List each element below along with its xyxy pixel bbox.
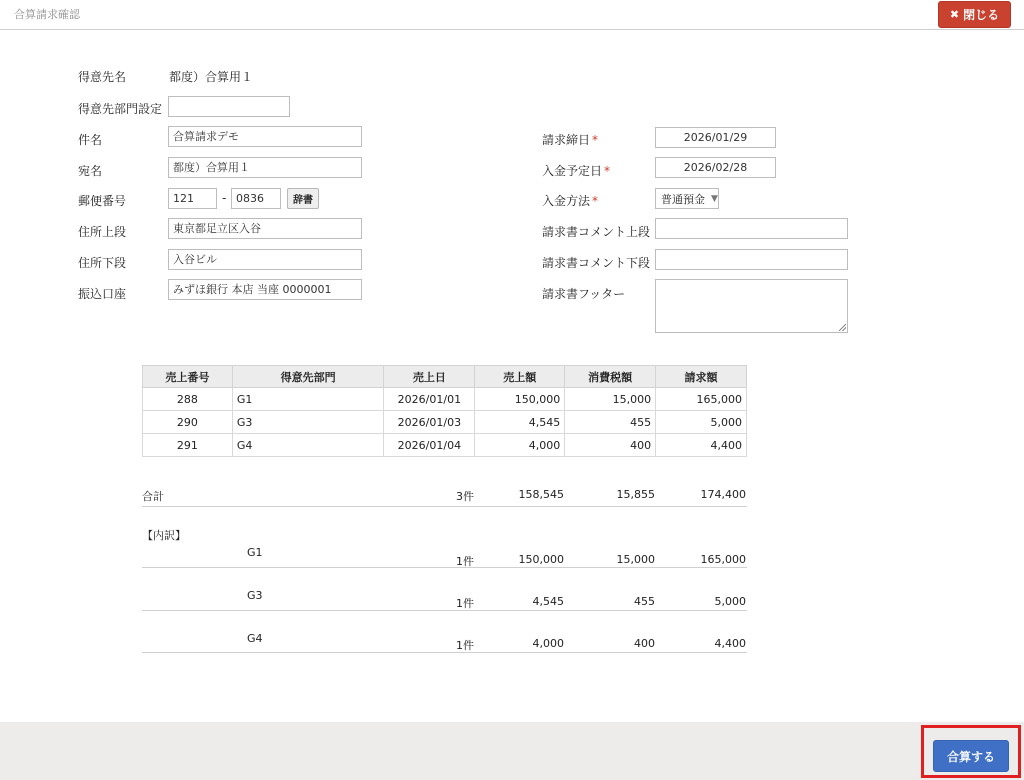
comment-bottom-input[interactable] xyxy=(655,249,848,270)
cell-sales-amount: 4,000 xyxy=(475,434,565,457)
addressee-label: 宛名 xyxy=(78,164,103,178)
col-header-sales-date: 売上日 xyxy=(384,366,475,388)
close-icon: ✖ xyxy=(949,8,960,21)
breakdown-count: 1件 xyxy=(456,597,474,610)
breakdown-sales: 4,545 xyxy=(532,595,564,608)
breakdown-tax: 15,000 xyxy=(616,553,655,566)
breakdown-label: 【内訳】 xyxy=(142,529,186,542)
payment-method-label: 入金方法 * xyxy=(542,194,599,208)
cell-department: G3 xyxy=(232,411,384,434)
cell-billing-amount: 165,000 xyxy=(656,388,747,411)
breakdown-sales: 150,000 xyxy=(518,553,564,566)
breakdown-dept: G1 xyxy=(247,546,263,559)
subject-input[interactable]: 合算請求デモ xyxy=(168,126,362,147)
closing-date-input[interactable]: 2026/01/29 xyxy=(655,127,776,148)
bank-input[interactable]: みずほ銀行 本店 当座 0000001 xyxy=(168,279,362,300)
breakdown-row xyxy=(142,629,747,653)
cell-tax-amount: 15,000 xyxy=(565,388,656,411)
cell-department: G4 xyxy=(232,434,384,457)
required-mark: * xyxy=(604,164,611,178)
comment-bottom-label: 請求書コメント下段 xyxy=(542,256,651,270)
cell-sales-date: 2026/01/01 xyxy=(384,388,475,411)
closing-date-label: 請求締日 * xyxy=(542,133,599,147)
sales-table xyxy=(142,365,747,457)
cell-department: G1 xyxy=(232,388,384,411)
page-title: 合算請求確認 xyxy=(14,8,80,21)
merge-button[interactable]: 合算する xyxy=(933,740,1009,772)
department-input[interactable] xyxy=(168,96,290,117)
payment-method-select[interactable] xyxy=(655,188,719,209)
addressee-input[interactable]: 都度）合算用１ xyxy=(168,157,362,178)
department-label: 得意先部門設定 xyxy=(78,102,163,116)
footer-textarea[interactable] xyxy=(655,279,848,333)
table-row xyxy=(143,434,747,457)
breakdown-dept: G4 xyxy=(247,632,263,645)
postal-dash: - xyxy=(222,191,227,205)
table-row xyxy=(143,411,747,434)
summary-total-row xyxy=(142,486,747,507)
customer-name-label: 得意先名 xyxy=(78,70,127,84)
footer-bar xyxy=(0,722,1024,780)
payment-date-label: 入金予定日 * xyxy=(542,164,611,178)
summary-total-count: 3件 xyxy=(456,490,474,503)
breakdown-row xyxy=(142,543,747,568)
close-button-label: 閉じる xyxy=(963,8,1000,22)
cell-sales-no: 288 xyxy=(143,388,233,411)
summary-total-tax: 15,855 xyxy=(616,488,655,501)
col-header-tax-amount: 消費税額 xyxy=(565,366,656,388)
postal-label: 郵便番号 xyxy=(78,194,127,208)
summary-total-billing: 174,400 xyxy=(700,488,746,501)
summary-total-label: 合計 xyxy=(142,490,164,503)
required-mark: * xyxy=(592,194,599,208)
cell-sales-amount: 4,545 xyxy=(475,411,565,434)
breakdown-row xyxy=(142,586,747,611)
cell-tax-amount: 400 xyxy=(565,434,656,457)
col-header-sales-amount: 売上額 xyxy=(475,366,565,388)
cell-sales-date: 2026/01/04 xyxy=(384,434,475,457)
subject-label: 件名 xyxy=(78,133,103,147)
comment-top-input[interactable] xyxy=(655,218,848,239)
breakdown-billing: 5,000 xyxy=(714,595,746,608)
close-button[interactable] xyxy=(938,1,1011,28)
table-header-row xyxy=(143,366,747,388)
breakdown-tax: 400 xyxy=(634,637,655,650)
payment-date-input[interactable]: 2026/02/28 xyxy=(655,157,776,178)
postal-first-input[interactable]: 121 xyxy=(168,188,217,209)
cell-billing-amount: 5,000 xyxy=(656,411,747,434)
footer-text-label: 請求書フッター xyxy=(542,287,626,301)
col-header-billing-amount: 請求額 xyxy=(656,366,747,388)
cell-sales-amount: 150,000 xyxy=(475,388,565,411)
payment-method-value: 普通預金 xyxy=(661,192,705,206)
cell-sales-no: 291 xyxy=(143,434,233,457)
header-bar xyxy=(0,0,1024,30)
comment-top-label: 請求書コメント上段 xyxy=(542,225,651,239)
breakdown-count: 1件 xyxy=(456,555,474,568)
required-mark: * xyxy=(592,133,599,147)
chevron-down-icon: ▼ xyxy=(711,193,718,204)
customer-name-value: 都度）合算用１ xyxy=(169,70,254,84)
col-header-department: 得意先部門 xyxy=(232,366,384,388)
postal-second-input[interactable]: 0836 xyxy=(231,188,281,209)
col-header-sales-no: 売上番号 xyxy=(143,366,233,388)
breakdown-billing: 165,000 xyxy=(700,553,746,566)
address2-input[interactable]: 入谷ビル xyxy=(168,249,362,270)
cell-billing-amount: 4,400 xyxy=(656,434,747,457)
address1-input[interactable]: 東京都足立区入谷 xyxy=(168,218,362,239)
cell-tax-amount: 455 xyxy=(565,411,656,434)
breakdown-billing: 4,400 xyxy=(714,637,746,650)
resize-grip-icon[interactable] xyxy=(839,324,846,331)
summary-total-sales: 158,545 xyxy=(518,488,564,501)
breakdown-dept: G3 xyxy=(247,589,263,602)
breakdown-sales: 4,000 xyxy=(532,637,564,650)
address2-label: 住所下段 xyxy=(78,256,127,270)
breakdown-count: 1件 xyxy=(456,639,474,652)
address1-label: 住所上段 xyxy=(78,225,127,239)
cell-sales-no: 290 xyxy=(143,411,233,434)
dictionary-button[interactable]: 辞書 xyxy=(287,188,319,209)
breakdown-tax: 455 xyxy=(634,595,655,608)
table-row xyxy=(143,388,747,411)
bank-label: 振込口座 xyxy=(78,287,127,301)
cell-sales-date: 2026/01/03 xyxy=(384,411,475,434)
